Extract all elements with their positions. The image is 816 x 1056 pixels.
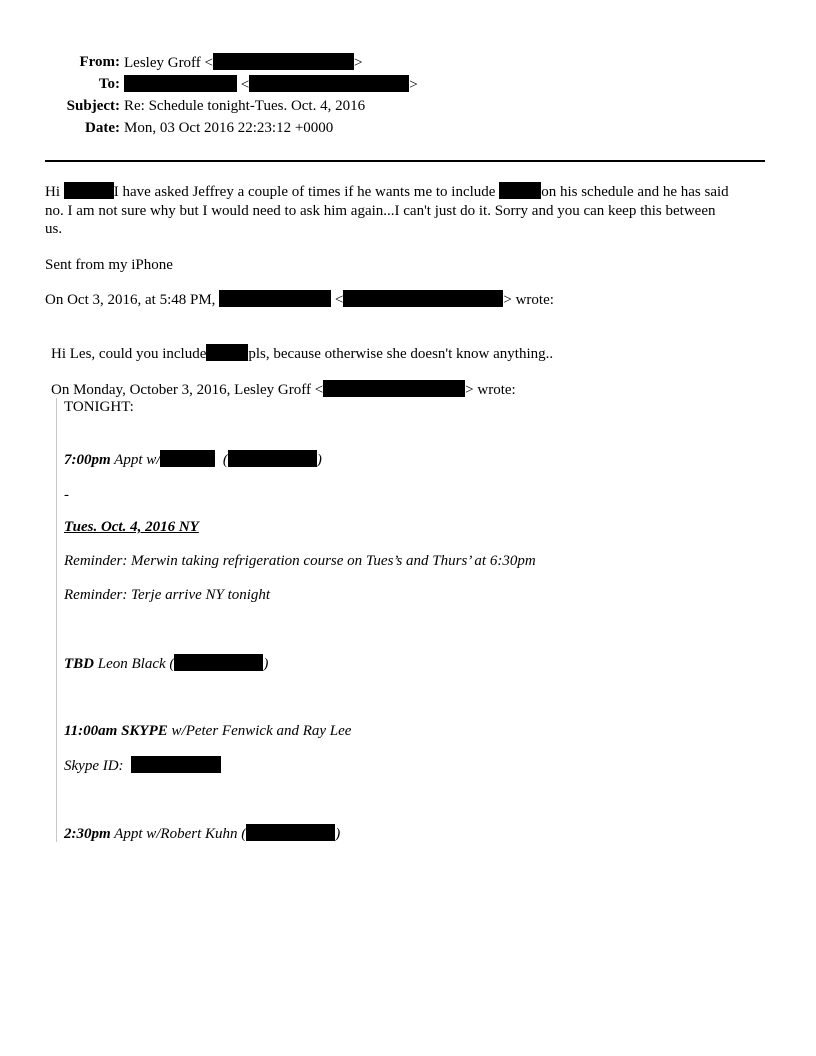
- reply-line-3: us.: [45, 221, 63, 237]
- reminder-2: Reminder: Terje arrive NY tonight: [64, 587, 271, 603]
- from-close: >: [354, 55, 363, 71]
- subject-row: [0, 97, 760, 115]
- msg2-text-b: pls, because otherwise she doesn't know anything..: [248, 346, 554, 362]
- to-open: <: [240, 77, 250, 93]
- skype-id-label: Skype ID:: [64, 758, 124, 774]
- reply-text-a: I have asked Jeffrey a couple of times if he wants me to include: [113, 184, 496, 200]
- appt3-paren-open: (: [241, 826, 247, 842]
- reply1-suffix: > wrote:: [503, 292, 554, 308]
- appt3-time: 2:30pm: [64, 826, 111, 842]
- reply-attribution-2: [51, 380, 516, 399]
- reply-line-1: [45, 182, 770, 202]
- redaction-block: [64, 182, 114, 199]
- appt1-time: 7:00pm: [64, 452, 111, 468]
- skype-id-row: [64, 756, 221, 775]
- redaction-block: [213, 53, 354, 70]
- redaction-block: [249, 75, 409, 92]
- date-row: [0, 119, 760, 137]
- reply1-prefix: On Oct 3, 2016, at 5:48 PM,: [45, 292, 216, 308]
- reply2-suffix: > wrote:: [465, 382, 516, 398]
- redaction-block: [228, 450, 317, 467]
- redaction-block: [343, 290, 503, 307]
- redaction-block: [499, 182, 541, 199]
- header-divider: [45, 160, 765, 162]
- appt3-text: Appt w/Robert Kuhn: [114, 826, 238, 842]
- to-label: To:: [98, 76, 120, 92]
- signature: Sent from my iPhone: [45, 257, 173, 273]
- reply-attribution-1: [45, 290, 554, 309]
- tbd-paren-open: (: [169, 656, 175, 672]
- appt-row-3: [64, 824, 340, 843]
- reminder-1: Reminder: Merwin taking refrigeration course on Tues’s and Thurs’ at 6:30pm: [64, 553, 536, 569]
- appt1-text: Appt w/: [114, 452, 161, 468]
- day-heading-text: Tues. Oct. 4, 2016 NY: [64, 519, 199, 535]
- from-name: Lesley Groff <: [124, 55, 213, 71]
- from-label: From:: [79, 54, 120, 70]
- redaction-block: [323, 380, 465, 397]
- greeting: Hi: [45, 184, 60, 200]
- tbd-paren-close: ): [263, 656, 269, 672]
- dash-separator: -: [64, 487, 69, 503]
- quoted-message-2: [51, 344, 553, 363]
- to-close: >: [409, 77, 418, 93]
- msg2-text-a: Hi Les, could you include: [51, 346, 207, 362]
- appt1-paren-close: ): [316, 452, 322, 468]
- to-value: [124, 75, 418, 94]
- redaction-block: [124, 75, 237, 92]
- tonight-heading: TONIGHT:: [64, 399, 134, 415]
- subject-label: Subject:: [66, 98, 120, 114]
- subject-value: Re: Schedule tonight-Tues. Oct. 4, 2016: [124, 98, 366, 114]
- email-header: [0, 0, 816, 150]
- reply1-open: <: [334, 292, 344, 308]
- from-value: [124, 53, 362, 72]
- tbd-label: TBD: [64, 656, 94, 672]
- redaction-block: [246, 824, 335, 841]
- date-label: Date:: [85, 120, 120, 136]
- reply-paragraph: [45, 182, 770, 239]
- appt3-paren-close: ): [335, 826, 341, 842]
- redaction-block: [174, 654, 263, 671]
- appt1-paren-open: (: [222, 452, 228, 468]
- skype-text: w/Peter Fenwick and Ray Lee: [171, 723, 352, 739]
- redaction-block: [160, 450, 215, 467]
- skype-time: 11:00am SKYPE: [64, 723, 168, 739]
- skype-row: [64, 722, 351, 740]
- reply-line-2: no. I am not sure why but I would need to ask him again...I can't just do it. Sorry and you can keep this between: [45, 202, 716, 219]
- tbd-text: Leon Black: [97, 656, 166, 672]
- reply-text-b: on his schedule and he has said: [541, 184, 729, 200]
- quote-bar: [56, 398, 57, 842]
- day-heading: [64, 518, 199, 536]
- date-value: Mon, 03 Oct 2016 22:23:12 +0000: [124, 120, 334, 136]
- reply2-prefix: On Monday, October 3, 2016, Lesley Groff <: [51, 382, 324, 398]
- redaction-block: [131, 756, 221, 773]
- redaction-block: [219, 290, 331, 307]
- from-row: [0, 53, 760, 71]
- appt-row-1: [64, 450, 322, 469]
- to-row: [0, 75, 760, 93]
- redaction-block: [206, 344, 248, 361]
- tbd-row: [64, 654, 268, 673]
